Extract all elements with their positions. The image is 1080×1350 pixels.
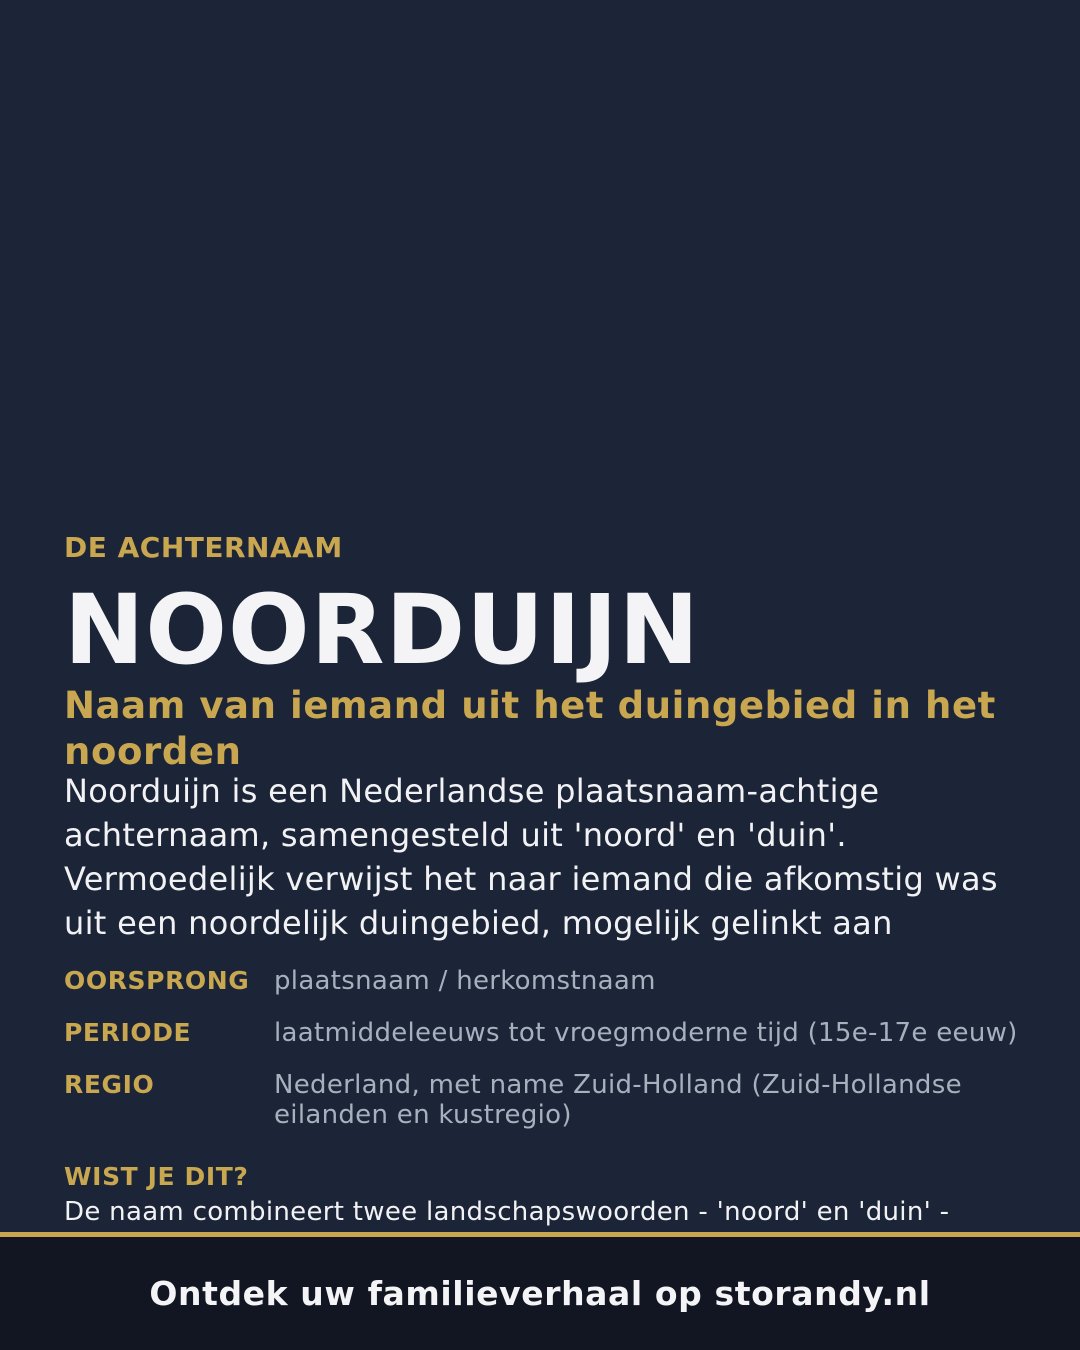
fact-label: REGIO	[64, 1070, 155, 1099]
fact-value: Nederland, met name Zuid-Holland (Zuid-Hollandse eilanden en kustregio)	[274, 1070, 962, 1130]
fact-value: plaatsnaam / herkomstnaam	[274, 966, 656, 996]
fact-label: OORSPRONG	[64, 966, 250, 995]
fact-value: laatmiddeleeuws tot vroegmoderne tijd (15e-17e eeuw)	[274, 1018, 1018, 1048]
surname-title: NOORDUIJN	[64, 574, 700, 686]
surname-description: Noorduijn is een Nederlandse plaatsnaam-achtige achternaam, samengesteld uit 'noord' en 'duin'. Vermoedelijk verwijst het naar iemand die afkomstig was uit een noordelijk duingebied, mogelijk gelinkt aan	[64, 772, 998, 942]
fact-label: PERIODE	[64, 1018, 192, 1047]
surname-meaning: Naam van iemand uit het duingebied in het noorden	[64, 684, 996, 773]
did-you-know-text: De naam combineert twee landschapswoorden - 'noord' en 'duin' -	[64, 1197, 950, 1227]
fact-row-period	[64, 1014, 1024, 1052]
eyebrow-label: DE ACHTERNAAM	[64, 531, 343, 564]
main-content	[64, 0, 1024, 1232]
fact-row-origin	[64, 962, 1024, 1000]
facts-list	[64, 962, 1024, 1144]
did-you-know-label: WIST JE DIT?	[64, 1162, 249, 1191]
fact-row-region	[64, 1066, 1024, 1130]
footer-banner	[0, 1237, 1080, 1350]
footer-cta-text: Ontdek uw familieverhaal op storandy.nl	[149, 1274, 931, 1313]
